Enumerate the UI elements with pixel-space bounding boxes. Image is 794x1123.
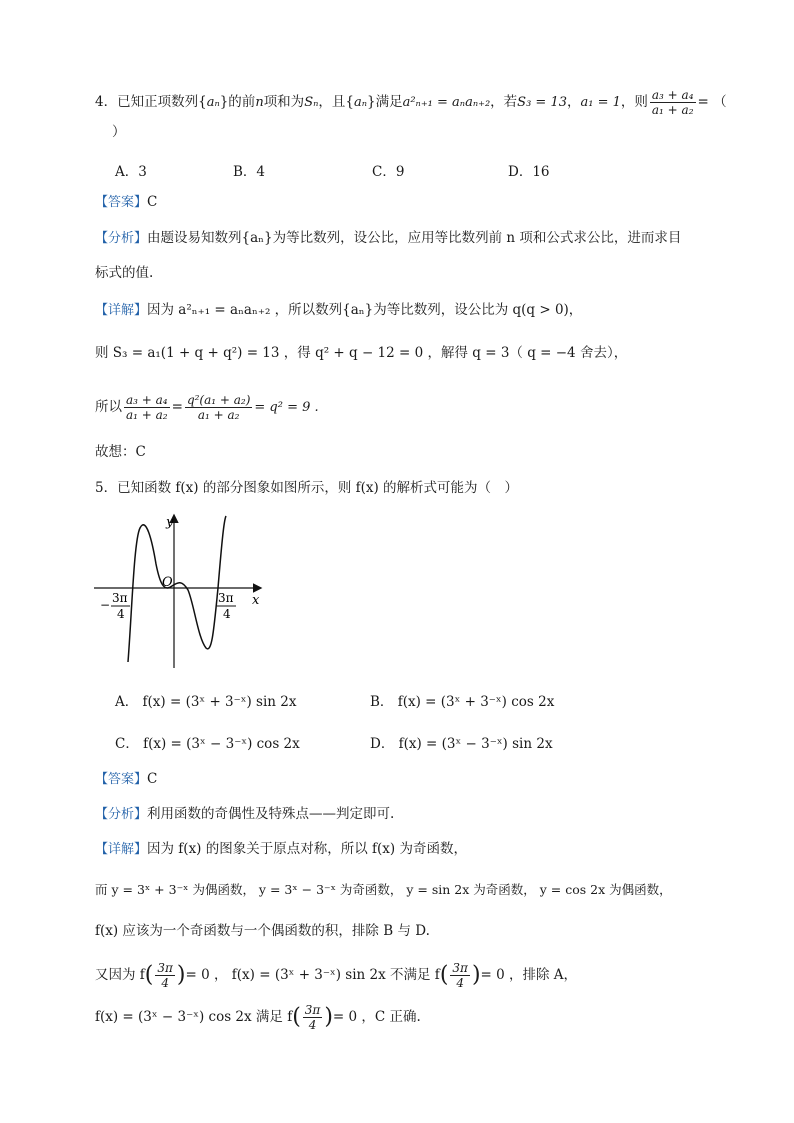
detail-text: = q² = 9 . bbox=[254, 400, 319, 415]
function-curve bbox=[128, 516, 226, 662]
detail-tag: 【详解】 bbox=[95, 303, 148, 318]
frac-num: q²(a₁ + a₂) bbox=[186, 393, 251, 407]
q4-analysis bbox=[95, 228, 681, 249]
q5-detail-3: f(x) 应该为一个奇函数与一个偶函数的积，排除 B 与 D. bbox=[95, 923, 430, 939]
q4-stem-part: ， bbox=[567, 94, 581, 110]
y-axis-label: y bbox=[166, 515, 174, 530]
analysis-text: 由题设易知数列{aₙ}为等比数列，设公比，应用等比数列前 n 项和公式求公比，进而求目 bbox=[147, 230, 682, 246]
q4-relation: a²ₙ₊₁ = aₙaₙ₊₂ bbox=[402, 95, 491, 110]
q4-stem-part: }的前 bbox=[219, 94, 256, 110]
q4-detail-1 bbox=[95, 300, 582, 321]
q4-stem-part: ，若 bbox=[490, 94, 518, 110]
q4-frac-num: a₃ + a₄ bbox=[651, 88, 694, 102]
q4-stem-part: }满足 bbox=[367, 94, 403, 110]
x-axis-label: x bbox=[252, 593, 260, 608]
q5-option-d: D． f(x) = (3ˣ − 3⁻ˣ) sin 2x bbox=[370, 736, 553, 752]
q5-detail-1 bbox=[95, 839, 467, 860]
q4-option-d: D．16 bbox=[508, 164, 550, 180]
left-tick-minus: − bbox=[100, 598, 111, 612]
detail-text: 所以 bbox=[95, 399, 122, 415]
frac-den: 4 bbox=[456, 976, 464, 990]
left-tick-num: 3π bbox=[112, 591, 128, 605]
detail-text: = 0 ， f(x) = (3ˣ + 3⁻ˣ) sin 2x 不满足 f bbox=[185, 967, 440, 983]
frac-den: a₁ + a₂ bbox=[126, 408, 168, 422]
q5-analysis bbox=[95, 804, 394, 825]
q4-conclusion: 故想：C bbox=[95, 444, 146, 460]
frac-num: 3π bbox=[157, 961, 173, 975]
q4-stem bbox=[95, 88, 727, 117]
analysis-tag: 【分析】 bbox=[95, 807, 148, 822]
q4-sn: Sₙ bbox=[304, 95, 319, 110]
frac-num: 3π bbox=[304, 1003, 321, 1017]
three-pi-over-four bbox=[303, 1003, 323, 1032]
q5-detail-4: 又因为 f( $\frac{3\pi}{4}$ )= 0 ， f(x) = (3ˣ + 3⁻ˣ) sin 2x 不满足 f( $\frac{3\pi}{4}$ )= 0 ，排除 A， bbox=[95, 961, 578, 990]
q4-stem-part: 4．已知正项数列{ bbox=[95, 94, 207, 110]
frac-den: a₁ + a₂ bbox=[197, 408, 240, 422]
analysis-text: 利用函数的奇偶性及特殊点——判定即可. bbox=[147, 806, 395, 822]
q5-detail-2: 而 y = 3ˣ + 3⁻ˣ 为偶函数， y = 3ˣ − 3⁻ˣ 为奇函数， y = sin 2x 为奇函数， y = cos 2x 为偶函数， bbox=[95, 882, 672, 897]
q5-option-a: A． f(x) = (3ˣ + 3⁻ˣ) sin 2x bbox=[115, 694, 297, 710]
answer-value: C bbox=[147, 194, 158, 210]
detail-text: f(x) = (3ˣ − 3⁻ˣ) cos 2x 满足 f bbox=[95, 1009, 293, 1025]
frac-den: 4 bbox=[308, 1018, 317, 1032]
q4-stem-part: ，且{ bbox=[318, 94, 354, 110]
answer-value: C bbox=[147, 771, 158, 787]
q5-function-graph bbox=[90, 510, 270, 670]
three-pi-over-four bbox=[155, 961, 175, 990]
q4-detail-frac-1 bbox=[124, 393, 170, 422]
frac-num: a₃ + a₄ bbox=[126, 393, 168, 407]
answer-tag: 【答案】 bbox=[95, 195, 148, 210]
q4-an: aₙ bbox=[353, 95, 367, 110]
q4-option-c: C．9 bbox=[372, 164, 405, 180]
detail-text: 因为 a²ₙ₊₁ = aₙaₙ₊₂ ，所以数列{aₙ}为等比数列，设公比为 q(q > 0)， bbox=[147, 302, 583, 318]
q4-option-a: A．3 bbox=[115, 164, 147, 180]
frac-den: 4 bbox=[161, 976, 169, 990]
right-tick-den: 4 bbox=[223, 607, 231, 621]
q4-a1: a₁ = 1 bbox=[580, 95, 621, 110]
q4-an: aₙ bbox=[206, 95, 220, 110]
detail-text: = 0 ，排除 A， bbox=[480, 967, 578, 983]
q5-stem: 5．已知函数 f(x) 的部分图象如图所示，则 f(x) 的解析式可能为（ ） bbox=[95, 480, 519, 496]
detail-text: = 0 ，C 正确. bbox=[332, 1009, 421, 1025]
q4-detail-3 bbox=[95, 390, 319, 425]
q4-analysis-cont: 标式的值. bbox=[95, 265, 154, 281]
analysis-tag: 【分析】 bbox=[95, 231, 148, 246]
q4-s3: S₃ = 13 bbox=[517, 95, 567, 110]
q4-option-b: B．4 bbox=[233, 164, 266, 180]
detail-text: 因为 f(x) 的图象关于原点对称，所以 f(x) 为奇函数， bbox=[147, 841, 467, 857]
q4-stem-close: ） bbox=[112, 124, 126, 140]
q4-stem-part: ，则 bbox=[620, 94, 648, 110]
q5-answer bbox=[95, 769, 157, 790]
detail-text: 又因为 f bbox=[95, 967, 145, 983]
frac-num: 3π bbox=[452, 961, 468, 975]
q4-answer bbox=[95, 192, 157, 213]
three-pi-over-four bbox=[450, 961, 470, 990]
answer-tag: 【答案】 bbox=[95, 772, 148, 787]
q4-frac-den: a₁ + a₂ bbox=[651, 103, 694, 117]
left-tick-den: 4 bbox=[117, 607, 125, 621]
equals: = bbox=[171, 399, 183, 415]
q5-option-c: C． f(x) = (3ˣ − 3⁻ˣ) cos 2x bbox=[115, 736, 300, 752]
origin-label: O bbox=[162, 575, 173, 590]
right-tick-num: 3π bbox=[218, 591, 234, 605]
q5-option-b: B． f(x) = (3ˣ + 3⁻ˣ) cos 2x bbox=[370, 694, 555, 710]
q5-detail-5: f(x) = (3ˣ − 3⁻ˣ) cos 2x 满足 f( $\frac{3\pi}{4}$ )= 0 ，C 正确. bbox=[95, 1003, 421, 1032]
q4-stem-part: 项和为 bbox=[263, 94, 305, 110]
q4-n: n bbox=[255, 95, 264, 110]
q4-stem-part: = （ bbox=[697, 94, 727, 110]
detail-tag: 【详解】 bbox=[95, 842, 148, 857]
q4-detail-2: 则 S₃ = a₁(1 + q + q²) = 13 ，得 q² + q − 12 = 0 ，解得 q = 3（ q = −4 舍去）， bbox=[95, 345, 628, 361]
q4-target-fraction bbox=[650, 88, 696, 117]
q4-detail-frac-2 bbox=[185, 393, 252, 422]
